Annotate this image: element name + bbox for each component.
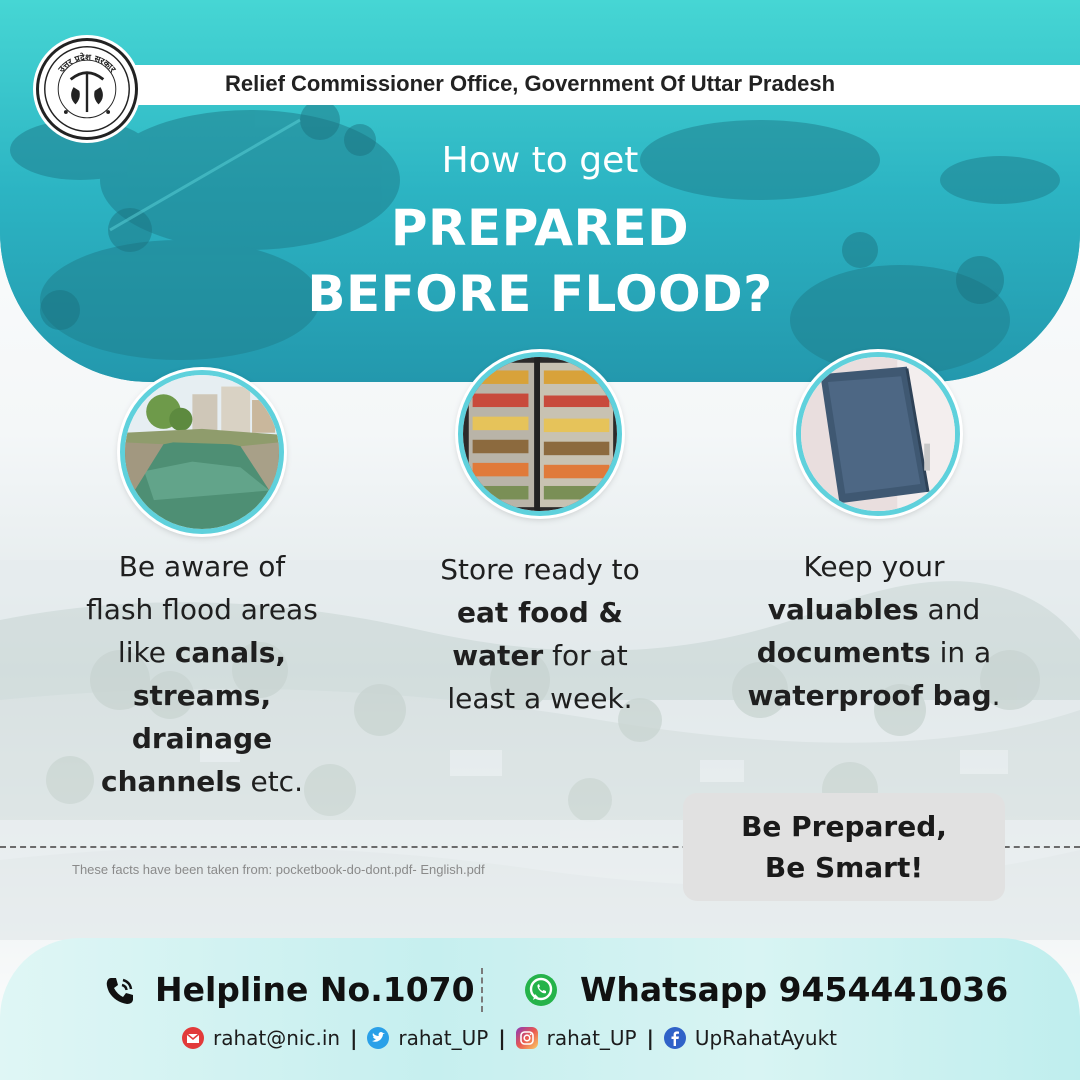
tip-flash-flood-areas xyxy=(62,545,342,803)
tip-line: Be aware of xyxy=(118,550,286,583)
title-line-2: BEFORE FLOOD? xyxy=(307,265,773,323)
instagram-icon xyxy=(516,1027,538,1049)
tip-line: Store ready to xyxy=(440,553,640,586)
slogan xyxy=(683,806,1005,888)
tip-line: Keep your xyxy=(803,550,945,583)
waterproof-bag-photo xyxy=(796,352,960,516)
contact-footer xyxy=(0,938,1080,1080)
page-title xyxy=(0,195,1080,327)
tip-line: flash flood areas xyxy=(86,593,318,626)
twitter-icon xyxy=(367,1027,389,1049)
twitter-link[interactable]: rahat_UP xyxy=(398,1026,489,1050)
separator: | xyxy=(498,1026,506,1050)
facebook-link[interactable]: UpRahatAyukt xyxy=(694,1026,838,1050)
office-name: Relief Commissioner Office, Government Of Uttar Pradesh xyxy=(225,71,836,96)
tip-line: least a week. xyxy=(447,682,633,715)
canal-photo xyxy=(120,370,284,534)
tip-line: water for at xyxy=(452,639,628,672)
title-line-1: PREPARED xyxy=(390,199,690,257)
tip-waterproof-bag xyxy=(724,545,1024,717)
whatsapp-number[interactable]: Whatsapp 9454441036 xyxy=(580,970,1009,1009)
whatsapp-icon xyxy=(524,973,558,1007)
tip-line: valuables and xyxy=(767,593,981,626)
tip-line: waterproof bag. xyxy=(747,679,1001,712)
instagram-link[interactable]: rahat_UP xyxy=(546,1026,637,1050)
footer-divider xyxy=(481,968,483,1012)
helpline-number[interactable]: Helpline No.1070 xyxy=(155,970,475,1009)
slogan-line-1: Be Prepared, xyxy=(741,810,947,843)
separator: | xyxy=(646,1026,654,1050)
tip-line: eat food & xyxy=(457,596,623,629)
email-link[interactable]: rahat@nic.in xyxy=(213,1026,341,1050)
tip-line: channels etc. xyxy=(101,765,303,798)
store-shelves-photo xyxy=(458,352,622,516)
facebook-icon xyxy=(664,1027,686,1049)
tip-line: like canals, xyxy=(117,636,287,669)
phone-icon xyxy=(103,974,137,1008)
source-note: These facts have been taken from: pocketbook-do-dont.pdf- English.pdf xyxy=(72,862,485,877)
slogan-line-2: Be Smart! xyxy=(764,851,924,884)
email-icon xyxy=(182,1027,204,1049)
title-subheading: How to get xyxy=(441,140,639,181)
svg-text:उत्तर प्रदेश सरकार: उत्तर प्रदेश सरकार xyxy=(56,53,118,75)
tip-store-food-water xyxy=(400,548,680,720)
tip-line: drainage xyxy=(131,722,273,755)
social-links xyxy=(182,1024,837,1052)
tip-line: documents in a xyxy=(756,636,992,669)
separator: | xyxy=(350,1026,358,1050)
up-government-seal-icon xyxy=(36,38,138,140)
tip-line: streams, xyxy=(132,679,272,712)
